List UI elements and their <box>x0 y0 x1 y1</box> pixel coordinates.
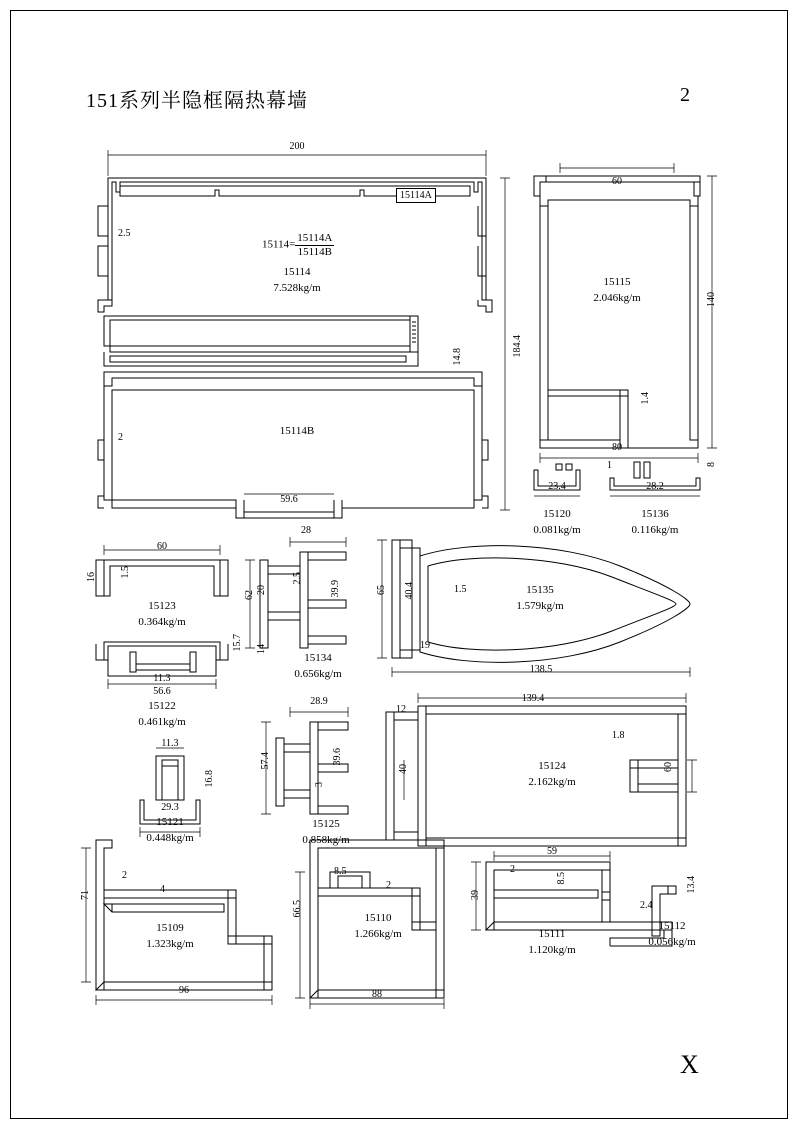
dim-1-8: 1.8 <box>612 730 625 741</box>
code-15115: 15115 <box>603 276 631 288</box>
dim-19: 19 <box>420 640 430 651</box>
equation-denominator: 15114B <box>297 245 333 258</box>
dim-39-6: 39.6 <box>332 748 343 766</box>
dim-2-15114b: 2 <box>118 432 123 443</box>
code-15112: 15112 <box>658 920 686 932</box>
code-15134: 15134 <box>304 652 332 664</box>
dim-62: 62 <box>244 590 255 600</box>
dim-1: 1 <box>607 460 612 471</box>
code-15109: 15109 <box>156 922 184 934</box>
code-15135: 15135 <box>526 584 554 596</box>
dim-56-6: 56.6 <box>153 686 171 697</box>
dim-8: 8 <box>706 462 717 467</box>
page-number: 2 <box>680 84 690 106</box>
dim-28-9: 28.9 <box>310 696 328 707</box>
weight-15136: 0.116kg/m <box>631 524 679 536</box>
dim-1-5-15135: 1.5 <box>454 584 467 595</box>
code-15123: 15123 <box>148 600 176 612</box>
dim-14: 14 <box>256 644 267 654</box>
dim-11-3-15122: 11.3 <box>153 673 171 684</box>
code-15125: 15125 <box>312 818 340 830</box>
dim-139-4: 139.4 <box>521 693 545 704</box>
dim-2-4: 2.4 <box>640 900 653 911</box>
dim-8-5-15111: 8.5 <box>556 872 567 885</box>
dim-60-15123: 60 <box>157 541 167 552</box>
dim-2-15109: 2 <box>122 870 127 881</box>
dim-12: 12 <box>396 704 406 715</box>
dim-1-5: 1.5 <box>120 566 131 579</box>
weight-15112: 0.056kg/m <box>648 936 696 948</box>
weight-15124: 2.162kg/m <box>528 776 576 788</box>
dim-16-8: 16.8 <box>204 770 215 788</box>
dim-8-5: 8.5 <box>334 866 347 877</box>
label-15114A: 15114A <box>396 188 436 203</box>
equation-lhs: 15114= <box>262 238 296 251</box>
weight-15109: 1.323kg/m <box>146 938 194 950</box>
dim-96: 96 <box>179 985 189 996</box>
dim-2-5: 2.5 <box>118 228 131 239</box>
dim-13-4: 13.4 <box>686 876 697 894</box>
dim-39: 39 <box>470 890 481 900</box>
dim-28-2: 28.2 <box>646 481 664 492</box>
dim-138-5: 138.5 <box>529 664 553 675</box>
dim-60-15115: 60 <box>612 176 622 187</box>
dim-66-5: 66.5 <box>292 900 303 918</box>
dim-60-15124: 60 <box>663 762 674 772</box>
code-15136: 15136 <box>641 508 669 520</box>
dim-140: 140 <box>706 292 717 307</box>
weight-15134: 0.656kg/m <box>294 668 342 680</box>
dim-15-7: 15.7 <box>232 634 243 652</box>
weight-15120: 0.081kg/m <box>533 524 581 536</box>
corner-mark: X <box>680 1050 699 1079</box>
dim-2-5-15134: 2.5 <box>292 572 303 585</box>
dim-200: 200 <box>289 141 305 152</box>
dim-16: 16 <box>86 572 97 582</box>
dim-11-3-15121: 11.3 <box>161 738 179 749</box>
weight-15135: 1.579kg/m <box>516 600 564 612</box>
code-15122: 15122 <box>148 700 176 712</box>
dim-20: 20 <box>256 585 267 595</box>
dim-57-4: 57.4 <box>260 752 271 770</box>
dim-40-4: 40.4 <box>404 582 415 600</box>
dim-59: 59 <box>547 846 557 857</box>
code-15114B: 15114B <box>279 425 315 437</box>
dim-184-4: 184.4 <box>512 335 523 358</box>
dim-39-9: 39.9 <box>330 580 341 598</box>
code-15120: 15120 <box>543 508 571 520</box>
dim-71: 71 <box>80 890 91 900</box>
weight-15121: 0.448kg/m <box>146 832 194 844</box>
weight-15114: 7.528kg/m <box>273 282 321 294</box>
dim-80: 80 <box>612 442 622 453</box>
dim-4: 4 <box>160 884 165 895</box>
dim-14-8: 14.8 <box>452 348 463 366</box>
weight-15115: 2.046kg/m <box>593 292 641 304</box>
code-15124: 15124 <box>538 760 566 772</box>
code-15121: 15121 <box>156 816 184 828</box>
weight-15110: 1.266kg/m <box>354 928 402 940</box>
dim-3: 3 <box>314 782 325 787</box>
dim-2-15110: 2 <box>386 880 391 891</box>
dim-23-4: 23.4 <box>548 481 566 492</box>
weight-15122: 0.461kg/m <box>138 716 186 728</box>
dim-1-4: 1.4 <box>640 392 651 405</box>
dim-2-15111: 2 <box>510 864 515 875</box>
weight-15123: 0.364kg/m <box>138 616 186 628</box>
dim-59-6: 59.6 <box>280 494 298 505</box>
weight-15125: 0.858kg/m <box>302 834 350 846</box>
page-title: 151系列半隐框隔热幕墙 <box>86 90 308 112</box>
dim-40: 40 <box>398 764 409 774</box>
equation-15114 <box>262 232 334 258</box>
code-15111: 15111 <box>538 928 566 940</box>
dim-28: 28 <box>301 525 311 536</box>
dim-29-3: 29.3 <box>161 802 179 813</box>
equation-numerator: 15114A <box>297 232 333 244</box>
code-15114: 15114 <box>283 266 311 278</box>
code-15110: 15110 <box>364 912 392 924</box>
dim-88: 88 <box>372 989 382 1000</box>
weight-15111: 1.120kg/m <box>528 944 576 956</box>
dim-65: 65 <box>376 585 387 595</box>
